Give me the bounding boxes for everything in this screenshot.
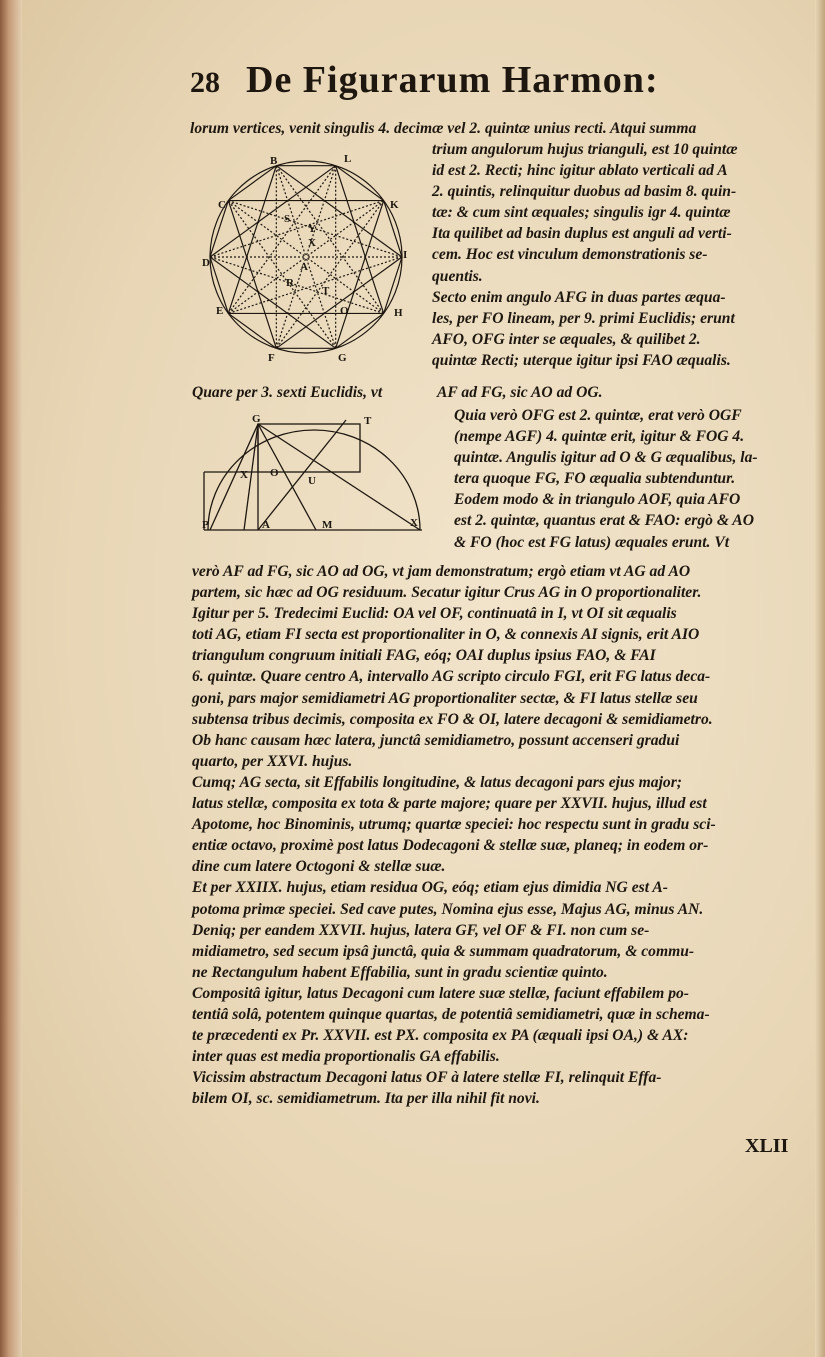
text-line: latus stellæ, composita ex tota & parte majore; quare per XXVII. hujus, illud est [192,795,707,813]
square-outline [258,424,360,472]
main-text-block [192,561,716,1109]
text-line: tæ: & cum sint æquales; singulis igr 4. quintæ [432,204,731,222]
spoke-dotted [228,257,306,313]
text-line: Apotome, hoc Binominis, utrumq; quartæ speciei: hoc respectu sunt in gradu sci- [192,816,716,834]
semicircle-diagram [196,412,428,542]
page-header [190,58,790,108]
catchword: XLII [745,1135,789,1157]
decagon-side [384,257,402,313]
text-line: AFO, OFG inter se æquales, & quilibet 2. [432,330,701,348]
text-beside-figure1 [432,139,738,371]
page-number: 28 [190,66,220,99]
decagon-side [228,313,276,348]
text-line: Compositâ igitur, latus Decagoni cum latere suæ stellæ, faciunt effabilem po- [192,984,689,1002]
text-line: toti AG, etiam FI secta est proportionaliter in O, & connexis AI signis, erit AIO [192,626,700,644]
star-side [276,257,402,348]
star-side [276,166,402,257]
figure-label: G [252,413,261,425]
star-side [210,166,336,257]
decagon-side [336,166,384,201]
text-line: 2. quintis, relinquitur duobus ad basim 8. quin- [432,183,737,201]
text-line: Quare per 3. sexti Euclidis, vt [192,384,383,401]
text-line: Igitur per 5. Tredecimi Euclid: OA vel OF, continuatâ in I, vt OI sit æqualis [192,605,677,623]
figure-label: A [262,519,270,531]
page-edge [815,0,825,1357]
text-line: potoma primæ speciei. Sed cave putes, Nomina ejus esse, Majus AG, minus AN. [192,900,704,918]
text-line: Et per XXIIX. hujus, etiam residua OG, eóq; etiam ejus dimidia NG est A- [192,879,668,897]
diagonal-line [258,424,420,530]
star-side [228,166,276,314]
text-line: Secto enim angulo AFG in duas partes æqua- [432,288,726,306]
text-line: Deniq; per eandem XXVII. hujus, latera GF, vel OF & FI. non cum se- [192,921,650,939]
spoke-dotted [306,201,384,257]
text-line: Eodem modo & in triangulo AOF, quia AFO [454,491,741,509]
text-line: les, per FO lineam, per 9. primi Euclidis; erunt [432,309,735,327]
text-line: quentis. [432,267,483,285]
star-side [228,201,276,349]
decagon-diagram [198,148,420,366]
star-side [210,257,336,348]
text-line: Cumq; AG secta, sit Effabilis longitudine, & latus decagoni pars ejus major; [192,773,682,791]
text-line: Quia verò OFG est 2. quintæ, erat verò OGF [454,407,742,424]
text-line: inter quas est media proportionalis GA effabilis. [192,1048,500,1066]
chord-dotted [228,166,335,314]
text-line: Vicissim abstractum Decagoni latus OF à latere stellæ FI, relinquit Effa- [192,1069,662,1087]
figure-label: U [308,475,316,487]
figure-label: K [390,199,399,211]
figure-label: P [202,519,209,531]
chord-dotted [276,166,383,314]
figure-label: I [403,249,408,261]
spoke-dotted [228,201,306,257]
text-line: tera quoque FG, FO æqualia subtenduntur. [454,470,736,488]
chord-dotted [210,257,384,313]
figure-label: X [410,517,418,529]
text-line: ne Rectangulum habent Effabilia, sunt in gradu scientiæ quinto. [192,963,608,981]
text-line: subtensa tribus decimis, composita ex FO & OI, latere decagoni & semidiametro. [192,710,713,728]
quare-line-left [192,382,382,403]
text-line: trium angulorum hujus trianguli, est 10 quintæ [432,141,738,158]
text-line: dine cum latere Octogoni & stellæ suæ. [192,858,446,876]
figure-label: X [308,237,316,249]
figure-label: O [270,467,279,479]
quare-line-right [437,382,603,403]
figure-label: H [394,307,403,319]
text-line: est 2. quintæ, quantus erat & FAO: ergò & AO [454,512,754,530]
figure-label: X [240,469,248,481]
figure-decagon-circle [198,148,420,366]
figure-label: T [364,415,372,427]
decagon-side [228,166,276,201]
first-line-block [190,118,696,139]
text-line: partem, sic hæc ad OG residuum. Secatur igitur Crus AG in O proportionaliter. [192,584,702,602]
figure-label: Y [308,223,316,235]
star-side [336,201,384,349]
text-line: quintæ. Angulis igitur ad O & G æqualibus, la- [454,449,758,467]
text-line: entiæ octavo, proximè post latus Dodecagoni & stellæ suæ, planeq; in eodem or- [192,837,709,855]
chord-dotted [228,257,402,313]
text-line: verò AF ad FG, sic AO ad OG, vt jam demonstratum; ergò etiam vt AG ad AO [192,563,691,580]
text-line: midiametro, sed secum ipsâ junctâ, quia & summam quadratorum, & commu- [192,942,695,960]
figure-label: D [202,257,210,269]
figure-label: F [268,352,275,364]
decagon-side [336,313,384,348]
text-line: 6. quintæ. Quare centro A, intervallo AG scripto circulo FGI, erit FG latus deca- [192,668,711,686]
figure-label: R [286,277,294,289]
text-line: triangulum congruum initiali FAG, eóq; OAI duplus ipsius FAO, & FAI [192,647,656,665]
text-line: lorum vertices, venit singulis 4. decimæ vel 2. quintæ unius recti. Atqui summa [190,120,697,137]
binding-edge [0,0,22,1357]
figure-label: C [218,199,226,211]
figure-semicircle [196,412,428,542]
figure-label: S [284,213,291,225]
spoke-dotted [306,257,336,348]
chord-dotted [228,201,335,349]
running-head: De Figurarum Harmon: [246,59,659,101]
text-line: AF ad FG, sic AO ad OG. [437,384,603,401]
text-line: (nempe AGF) 4. quintæ erit, igitur & FOG 4. [454,428,745,446]
spoke-dotted [276,166,306,257]
figure-label: B [270,155,278,167]
chord-dotted [276,201,383,349]
figure-label: G [338,352,347,364]
text-line: tentiâ solâ, potentem quinque quartas, de potentiâ semidiametri, quæ in schema- [192,1005,710,1023]
text-line: quarto, per XXVI. hujus. [192,752,353,770]
chord-dotted [210,201,384,257]
text-line: Ita quilibet ad basin duplus est anguli ad verti- [432,225,732,243]
text-line: & FO (hoc est FG latus) æquales erunt. Vt [454,533,730,551]
text-beside-figure2 [454,405,758,553]
text-line: bilem OI, sc. semidiametrum. Ita per illa nihil fit novi. [192,1090,540,1108]
figure-label: L [344,153,352,165]
figure-label: E [216,305,224,317]
text-line: id est 2. Recti; hinc igitur ablato verticali ad A [432,162,728,180]
figure-label: T [322,285,330,297]
text-line: te præcedenti ex Pr. XXVII. est PX. composita ex PA (æquali ipsi OA,) & AX: [192,1027,689,1045]
text-line: quintæ Recti; uterque igitur ipsi FAO æqualis. [432,351,731,369]
text-line: cem. Hoc est vinculum demonstrationis se- [432,246,708,264]
text-line: Ob hanc causam hæc latera, junctâ semidiametro, possunt accenseri gradui [192,731,680,749]
figure-label: O [340,305,349,317]
figure-label: A [300,261,308,273]
text-line: goni, pars major semidiametri AG proportionaliter sectæ, & FI latus stellæ seu [192,689,698,707]
figure-label: M [322,519,333,531]
star-side [336,166,384,314]
